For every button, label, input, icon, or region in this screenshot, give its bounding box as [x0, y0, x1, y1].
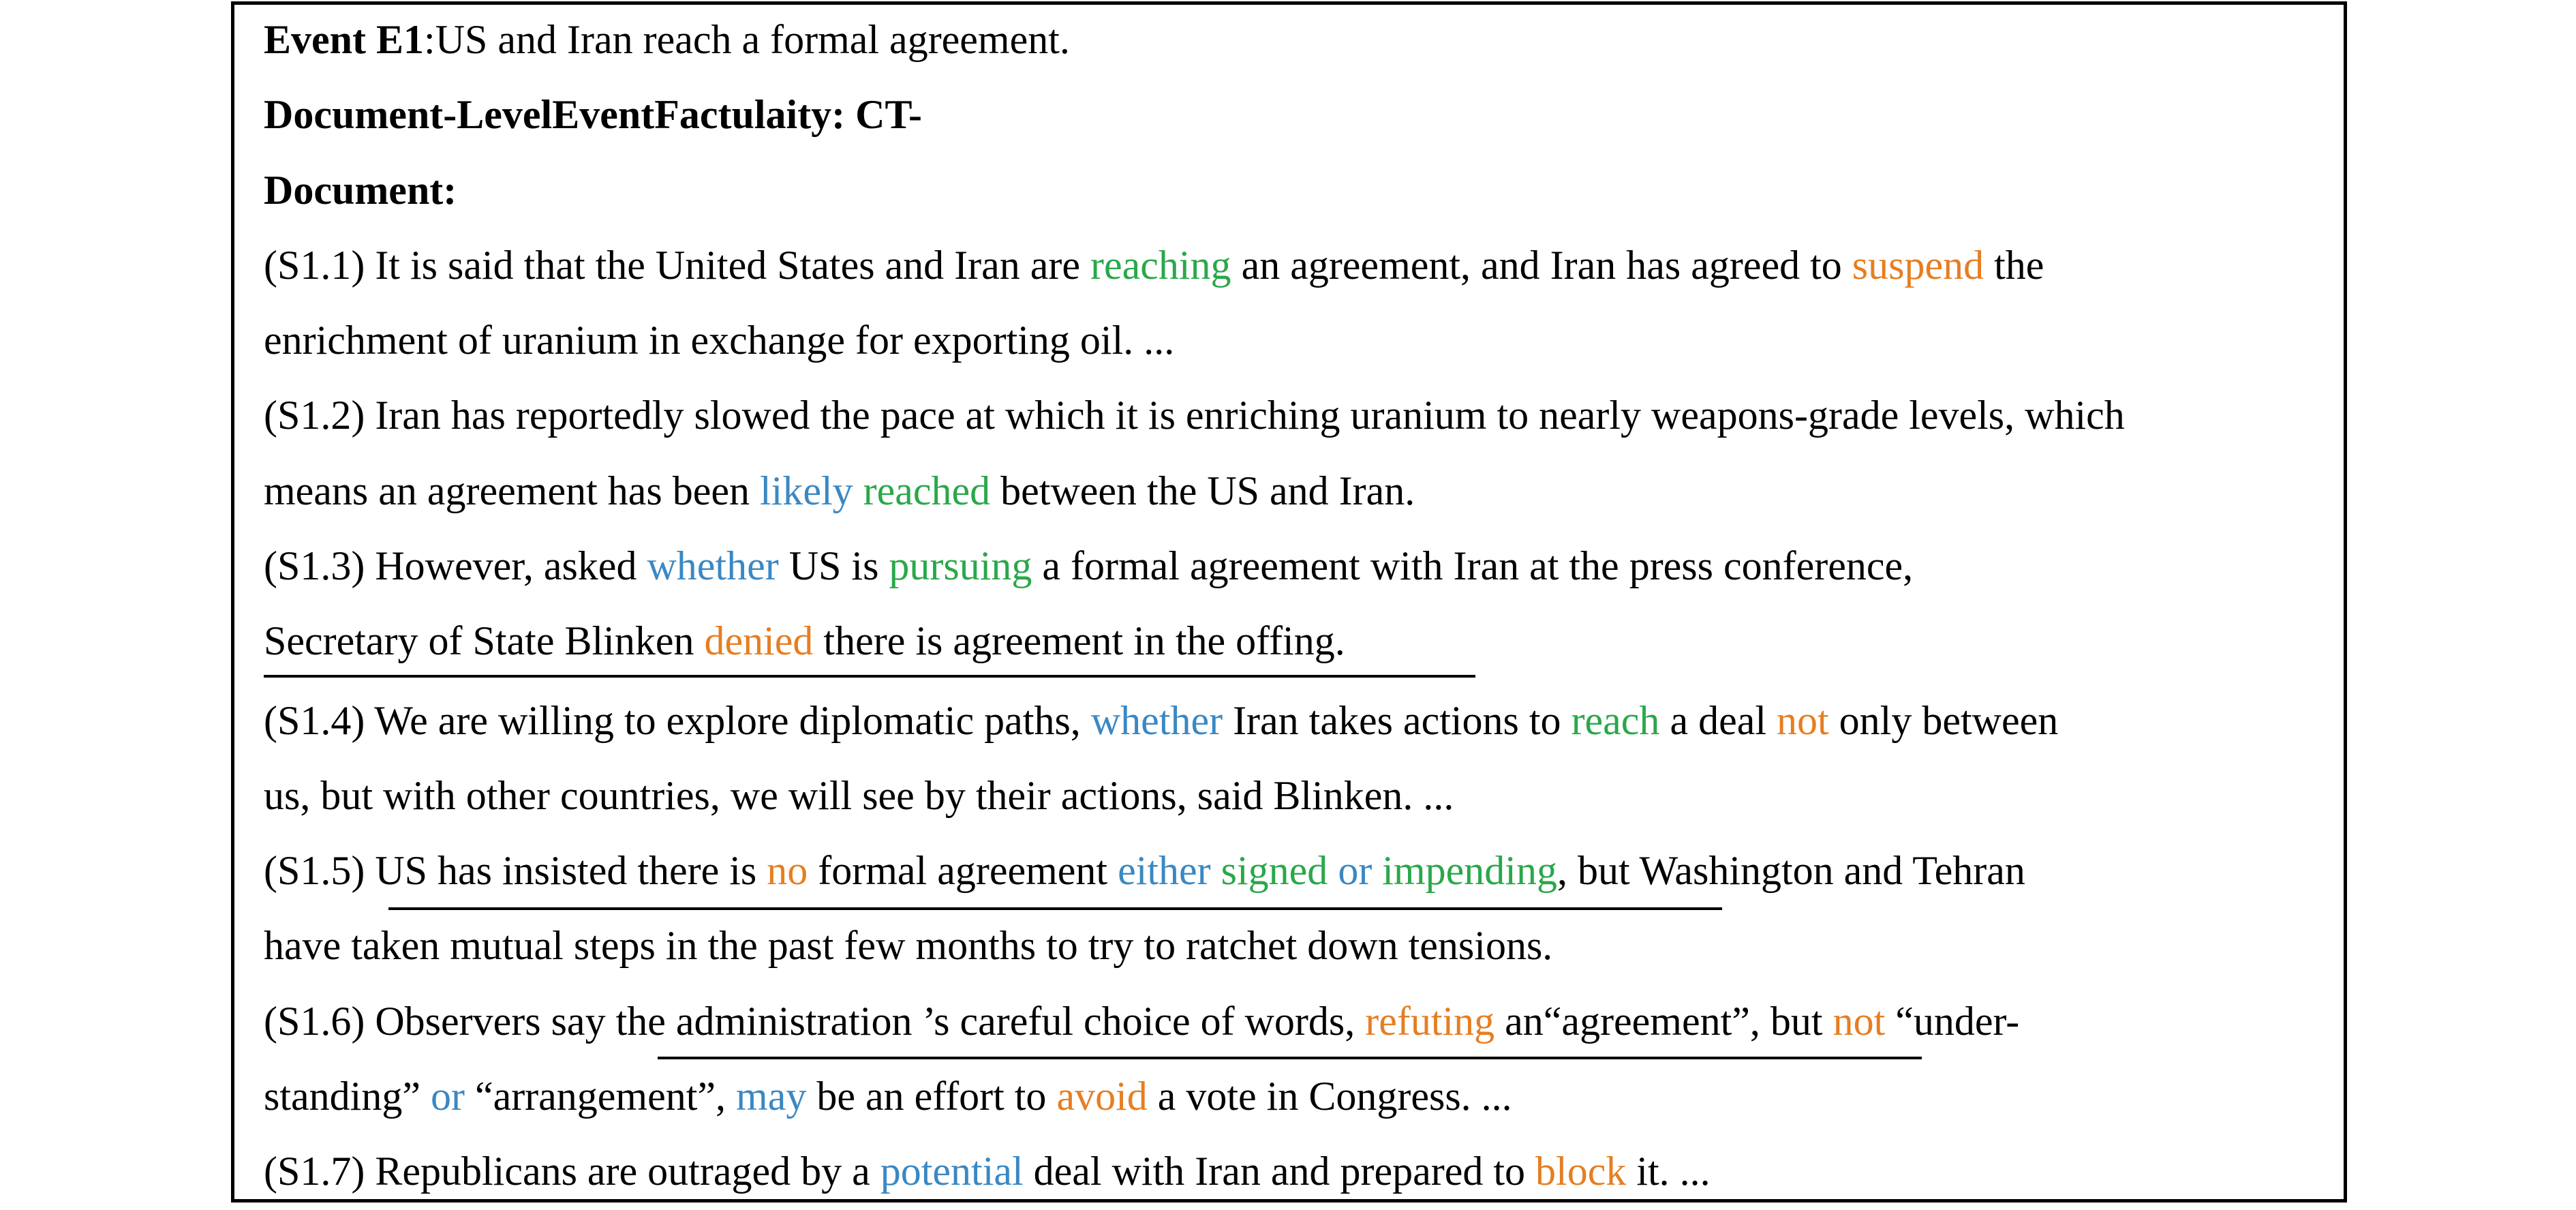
highlighted-cue: pursuing — [889, 543, 1032, 588]
line-text: (S1.3) However, asked — [264, 543, 647, 588]
highlighted-cue: or — [1338, 848, 1373, 893]
line-text — [1211, 848, 1221, 893]
highlighted-cue: block — [1535, 1149, 1627, 1194]
line-text: Secretary of State Blinken — [264, 618, 705, 663]
line-text: (S1.1) It is said that the United States and Iran are — [264, 243, 1091, 288]
line-text: between the US and Iran. — [990, 468, 1415, 513]
document-line — [264, 544, 1913, 588]
line-text: us, but with other countries, we will see by their actions, said Blinken. ... — [264, 773, 1454, 818]
document-line — [264, 924, 1552, 967]
line-text — [1328, 848, 1338, 893]
document-line — [264, 619, 1345, 663]
line-text: an“agreement”, but — [1494, 999, 1833, 1044]
highlighted-cue: avoid — [1056, 1074, 1148, 1119]
line-text: deal with Iran and prepared to — [1023, 1149, 1536, 1194]
highlighted-cue: reach — [1571, 698, 1660, 743]
highlighted-cue: signed — [1221, 848, 1328, 893]
line-text: an agreement, and Iran has agreed to — [1231, 243, 1852, 288]
line-text: (S1.6) Observers say the administration ’s careful choice of words, — [264, 999, 1366, 1044]
document-label: Document: — [264, 168, 457, 213]
highlighted-cue: whether — [647, 543, 779, 588]
line-text: “arrangement”, — [464, 1074, 737, 1119]
line-text: a formal agreement with Iran at the press conference, — [1032, 543, 1914, 588]
event-text: :US and Iran reach a formal agreement. — [424, 17, 1070, 62]
factuality-line: Document-LevelEventFactulaity: CT- — [264, 92, 922, 137]
line-text — [1372, 848, 1382, 893]
line-text: a deal — [1659, 698, 1777, 743]
document-line — [264, 999, 2019, 1043]
line-text: (S1.4) We are willing to explore diplomatic paths, — [264, 698, 1091, 743]
document-line — [264, 243, 2044, 287]
highlighted-cue: reaching — [1090, 243, 1231, 288]
line-text: formal agreement — [808, 848, 1118, 893]
highlighted-cue: not — [1777, 698, 1829, 743]
document-line — [264, 699, 2058, 742]
line-text: have taken mutual steps in the past few months to try to ratchet down tensions. — [264, 923, 1553, 968]
event-label: Event E1 — [264, 17, 425, 62]
highlighted-cue: suspend — [1852, 243, 1984, 288]
line-text: it. ... — [1626, 1149, 1711, 1194]
highlighted-cue: or — [430, 1074, 465, 1119]
document-line — [264, 469, 1415, 513]
line-text: , but Washington and Tehran — [1557, 848, 2025, 893]
line-text: Iran takes actions to — [1223, 698, 1571, 743]
line-text: only between — [1828, 698, 2059, 743]
line-text: enrichment of uranium in exchange for exporting oil. ... — [264, 318, 1175, 363]
document-line — [264, 1074, 1512, 1118]
highlighted-cue: reached — [863, 468, 991, 513]
highlighted-cue: likely — [760, 468, 853, 513]
document-line — [264, 393, 2125, 437]
line-text: (S1.5) US has insisted there is — [264, 848, 767, 893]
highlighted-cue: denied — [704, 618, 814, 663]
line-text: US is — [778, 543, 889, 588]
line-text: (S1.7) Republicans are outraged by a — [264, 1149, 880, 1194]
document-line — [264, 318, 1174, 362]
underline-s1-6 — [658, 1057, 1922, 1059]
line-text: means an agreement has been — [264, 468, 760, 513]
line-text: there is agreement in the offing. — [813, 618, 1345, 663]
highlighted-cue: no — [767, 848, 808, 893]
document-line — [264, 849, 2025, 892]
underline-s1-5 — [388, 907, 1722, 910]
line-text: standing” — [264, 1074, 431, 1119]
highlighted-cue: either — [1118, 848, 1211, 893]
highlighted-cue: refuting — [1365, 999, 1495, 1044]
line-text: (S1.2) Iran has reportedly slowed the pace at which it is enriching uranium to nearly weapons-grade levels, which — [264, 393, 2125, 438]
document-line — [264, 774, 1454, 817]
line-text: “under- — [1885, 999, 2020, 1044]
line-text: be an effort to — [806, 1074, 1057, 1119]
highlighted-cue: may — [736, 1074, 807, 1119]
highlighted-cue: impending — [1382, 848, 1557, 893]
line-text: the — [1984, 243, 2044, 288]
highlighted-cue: potential — [880, 1149, 1024, 1194]
document-line — [264, 1149, 1711, 1193]
highlighted-cue: whether — [1090, 698, 1223, 743]
line-text: a vote in Congress. ... — [1147, 1074, 1512, 1119]
underline-s1-3 — [264, 675, 1475, 678]
line-text — [853, 468, 863, 513]
event-line — [264, 18, 1070, 61]
highlighted-cue: not — [1833, 999, 1886, 1044]
